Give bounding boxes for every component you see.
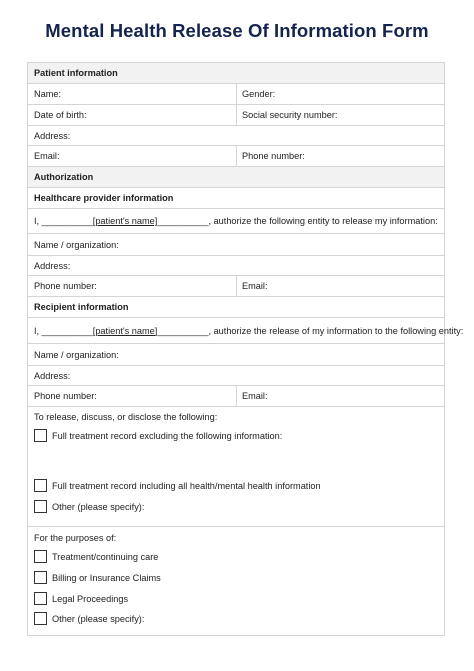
checkbox[interactable]: [34, 429, 47, 442]
patient-row-address: [28, 126, 444, 146]
provider-statement-suffix: __________, authorize the following entity to release my information:: [157, 216, 438, 226]
release-option-other[interactable]: [34, 500, 144, 513]
form-title: Mental Health Release Of Information Form: [45, 20, 429, 41]
patient-gender-field[interactable]: Gender:: [236, 84, 444, 104]
recipient-statement-suffix: __________, authorize the release of my information to the following entity:: [157, 325, 464, 336]
purpose-option-legal[interactable]: [34, 592, 128, 605]
authorization-section-header: [28, 167, 444, 188]
release-option-label: Full treatment record including all health/mental health information: [52, 480, 321, 491]
checkbox[interactable]: [34, 550, 47, 563]
patient-name-field[interactable]: Name:: [34, 89, 62, 99]
recipient-section-title: Recipient information: [34, 302, 129, 312]
recipient-subheader: [28, 297, 444, 318]
purpose-option-label: Treatment/continuing care: [52, 551, 159, 562]
provider-section-title: Healthcare provider information: [34, 193, 174, 203]
purpose-option-label: Legal Proceedings: [52, 593, 129, 604]
provider-patient-name-placeholder[interactable]: [patient's name]: [92, 216, 158, 226]
patient-row-name-gender: [28, 84, 444, 105]
checkbox[interactable]: [34, 612, 47, 625]
purpose-option-label: Other (please specify):: [52, 613, 145, 624]
provider-name-field[interactable]: Name / organization:: [34, 239, 119, 250]
recipient-patient-name-placeholder[interactable]: [patient's name]: [92, 325, 158, 336]
release-option-label: Full treatment record excluding the following information:: [52, 430, 283, 441]
patient-address-field[interactable]: Address:: [34, 130, 71, 141]
provider-email-field[interactable]: Email:: [236, 276, 444, 296]
patient-section-title: Patient information: [34, 68, 118, 78]
release-option-excluding[interactable]: [34, 429, 282, 442]
recipient-row-address: [28, 366, 444, 386]
provider-statement-prefix: I, __________: [34, 216, 93, 226]
provider-address-field[interactable]: Address:: [34, 260, 71, 271]
section-divider: [28, 526, 444, 527]
recipient-row-phone-email: [28, 386, 444, 407]
release-form: [27, 62, 464, 636]
purposes-intro: For the purposes of:: [34, 533, 117, 543]
patient-row-email-phone: [28, 146, 444, 167]
patient-dob-field[interactable]: Date of birth:: [34, 110, 87, 120]
release-intro: To release, discuss, or disclose the following:: [34, 412, 218, 422]
patient-email-field[interactable]: Email:: [34, 151, 60, 161]
provider-row-phone-email: [28, 276, 444, 297]
provider-statement-row: [28, 209, 444, 234]
recipient-address-field[interactable]: Address:: [34, 370, 71, 381]
patient-row-dob-ssn: [28, 105, 444, 126]
release-option-label: Other (please specify):: [52, 501, 145, 512]
checkbox[interactable]: [34, 500, 47, 513]
recipient-statement-row: [28, 318, 464, 344]
provider-subheader: [28, 188, 444, 209]
authorization-section-title: Authorization: [34, 172, 94, 182]
provider-row-name: [28, 234, 444, 256]
purpose-option-treatment[interactable]: [34, 550, 158, 563]
recipient-row-name: [28, 344, 444, 366]
recipient-statement[interactable]: [28, 318, 464, 343]
provider-row-address: [28, 256, 444, 276]
patient-phone-field[interactable]: Phone number:: [236, 146, 444, 166]
purpose-option-label: Billing or Insurance Claims: [52, 572, 161, 583]
checkbox[interactable]: [34, 479, 47, 492]
recipient-phone-field[interactable]: Phone number:: [34, 391, 97, 401]
provider-statement[interactable]: [28, 209, 444, 233]
checkbox[interactable]: [34, 592, 47, 605]
provider-phone-field[interactable]: Phone number:: [34, 281, 97, 291]
purpose-option-billing[interactable]: [34, 571, 161, 584]
recipient-name-field[interactable]: Name / organization:: [34, 349, 119, 360]
patient-ssn-field[interactable]: Social security number:: [236, 105, 444, 125]
purpose-option-other[interactable]: [34, 612, 144, 625]
patient-section-header: [28, 63, 444, 84]
recipient-statement-prefix: I, __________: [34, 325, 93, 336]
checkbox[interactable]: [34, 571, 47, 584]
release-option-including[interactable]: [34, 479, 321, 492]
recipient-email-field[interactable]: Email:: [236, 386, 444, 406]
